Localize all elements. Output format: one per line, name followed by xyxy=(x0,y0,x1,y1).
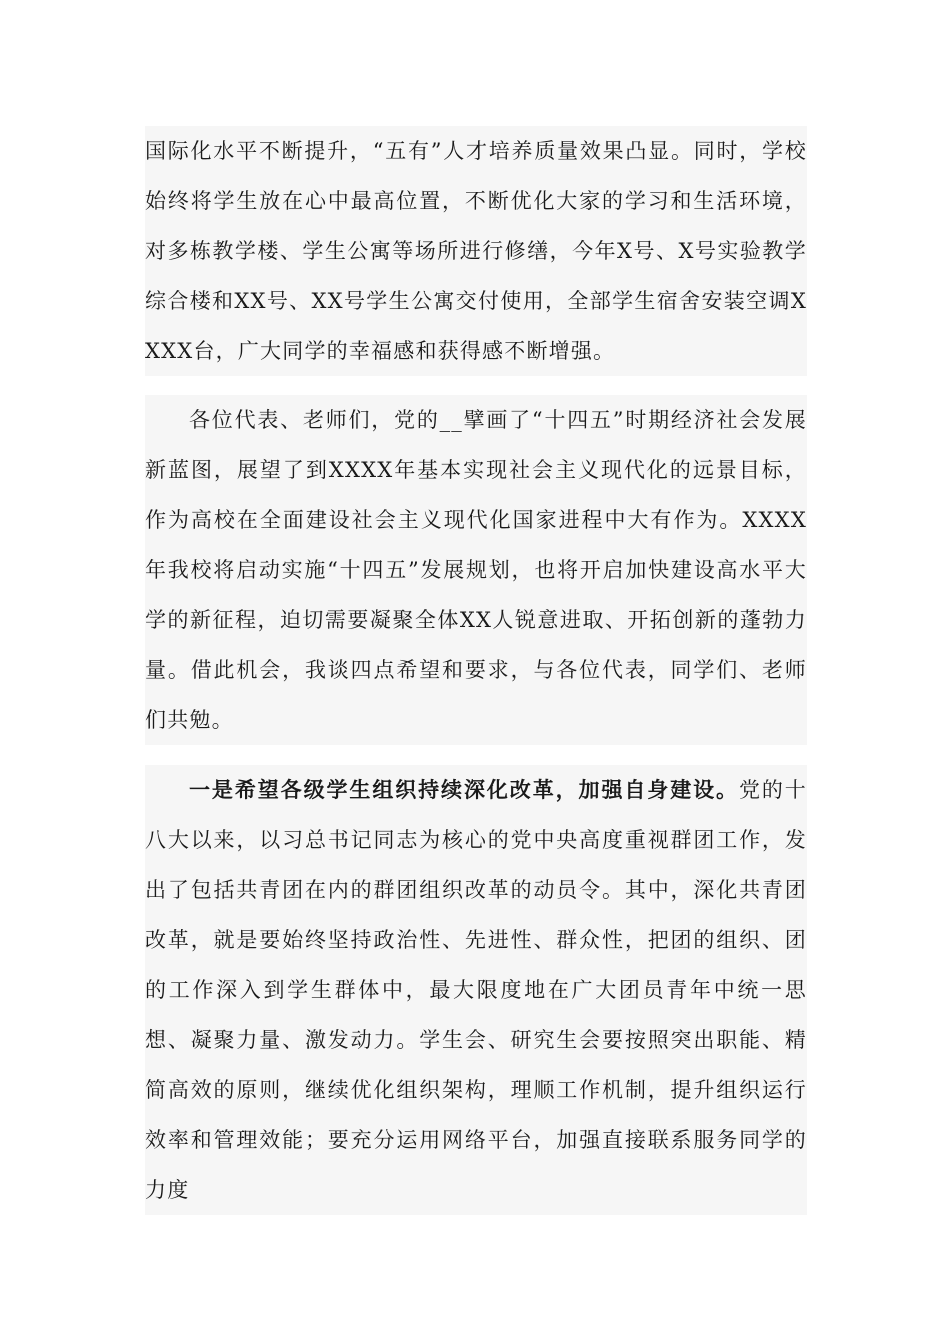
paragraph-body xyxy=(145,765,807,1215)
paragraph-text: 各位代表、老师们，党的__擘画了“十四五”时期经济社会发展新蓝图，展望了到XXXX年基本实现社会主义现代化的远景目标，作为高校在全面建设社会主义现代化国家进程中大有作为。XXXX年我校将启动实施“十四五”发展规划，也将开启加快建设高水平大学的新征程，迫切需要凝聚全体XX人锐意进取、开拓创新的蓬勃力量。借此机会，我谈四点希望和要求，与各位代表，同学们、老师们共勉。 xyxy=(145,408,807,732)
paragraph-lead-bold: 一是希望各级学生组织持续深化改革，加强自身建设。 xyxy=(189,777,739,802)
paragraph-address xyxy=(145,395,807,745)
paragraph-point-one xyxy=(145,765,807,1215)
paragraph-continued xyxy=(145,126,807,376)
paragraph-text: 国际化水平不断提升，“五有”人才培养质量效果凸显。同时，学校始终将学生放在心中最高位置，不断优化大家的学习和生活环境，对多栋教学楼、学生公寓等场所进行修缮，今年X号、X号实验教学综合楼和XX号、XX号学生公寓交付使用，全部学生宿舍安装空调XXXX台，广大同学的幸福感和获得感不断增强。 xyxy=(145,139,807,363)
paragraph-text: 党的十八大以来，以习总书记同志为核心的党中央高度重视群团工作，发出了包括共青团在内的群团组织改革的动员令。其中，深化共青团改革，就是要始终坚持政治性、先进性、群众性，把团的组织、团的工作深入到学生群体中，最大限度地在广大团员青年中统一思想、凝聚力量、激发动力。学生会、研究生会要按照突出职能、精简高效的原则，继续优化组织架构，理顺工作机制，提升组织运行效率和管理效能；要充分运用网络平台，加强直接联系服务同学的力度 xyxy=(145,778,807,1202)
